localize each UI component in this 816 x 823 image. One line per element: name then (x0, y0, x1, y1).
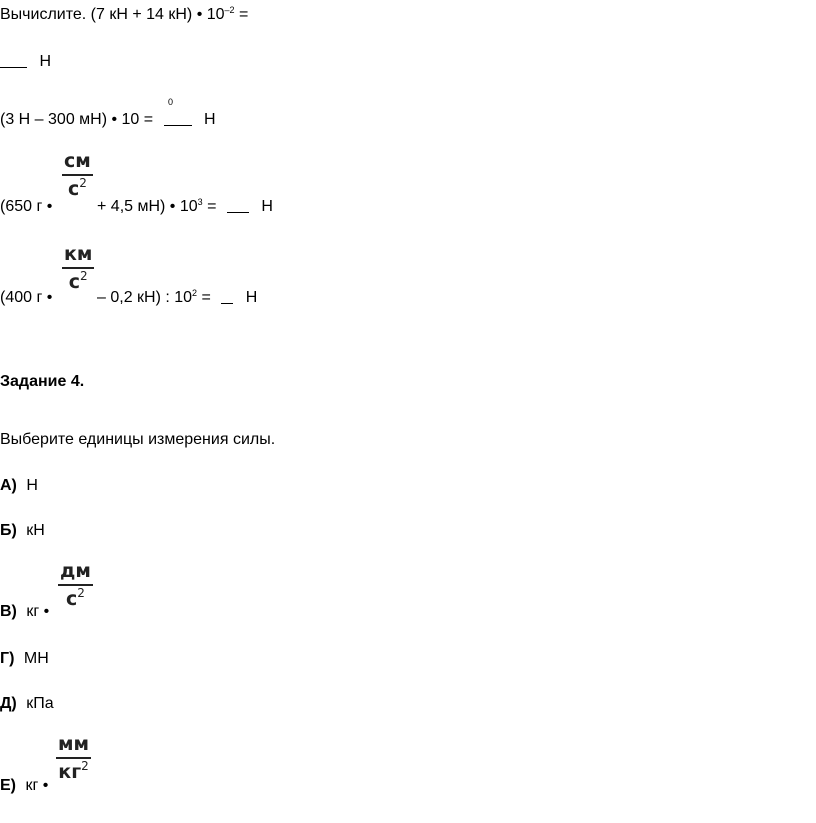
option-letter: Б) (0, 522, 17, 539)
calc-line3-equals: = (202, 198, 217, 215)
calc-line2-small-mark: 0 (168, 97, 174, 107)
option-text: МН (23, 650, 49, 667)
calc-line3-prefix: (650 г • (0, 198, 53, 215)
option-letter: А) (0, 477, 17, 494)
option-letter: Е) (0, 777, 16, 794)
task4-title: Задание 4. (0, 373, 85, 390)
calc-line2-expression: (3 Н – 300 мН) • 10 = (0, 111, 154, 128)
option-text: кг • (25, 777, 49, 794)
fraction-denominator: $с^2$ (65, 586, 85, 610)
fraction-dm-per-s2 (58, 560, 93, 610)
calc-intro-equals: = (234, 6, 249, 23)
fraction-denominator: $с^2$ (68, 269, 88, 293)
fraction-numerator: см (64, 150, 91, 172)
calc-line4-suffix: – 0,2 кН) : 10 (97, 289, 193, 306)
fraction-bar (58, 584, 93, 586)
fraction-bar (62, 174, 93, 176)
fraction-cm-per-s2 (62, 150, 93, 200)
calc-answer-line-1 (0, 52, 51, 72)
fraction-numerator: км (64, 243, 93, 265)
option-letter: В) (0, 603, 17, 620)
fraction-bar (62, 267, 94, 269)
calc-intro-line (0, 5, 248, 25)
calc-line4-prefix: (400 г • (0, 289, 53, 306)
fraction-denominator: $кг^2$ (58, 759, 89, 783)
calc-intro-exponent: –2 (224, 5, 235, 15)
answer-unit: Н (204, 111, 216, 128)
option-a[interactable] (0, 476, 38, 496)
answer-unit: Н (39, 53, 52, 70)
calc-line-4-pre (0, 288, 52, 308)
fraction-mm-per-kg2 (56, 733, 91, 783)
answer-blank[interactable] (0, 53, 27, 68)
option-text: кН (26, 522, 45, 539)
option-e[interactable] (0, 776, 48, 796)
fraction-denominator: $с^2$ (67, 176, 87, 200)
option-b[interactable] (0, 521, 45, 541)
calc-intro-text: Вычислите. (7 кН + 14 кН) • 10 (0, 6, 225, 23)
option-letter: Д) (0, 695, 17, 712)
option-letter: Г) (0, 650, 15, 667)
fraction-numerator: дм (60, 560, 91, 582)
calc-line3-suffix: + 4,5 мН) • 10 (97, 198, 198, 215)
answer-blank[interactable] (227, 198, 249, 213)
task4-question: Выберите единицы измерения силы. (0, 431, 276, 448)
option-text: кПа (26, 695, 54, 712)
calc-line-3-post (97, 197, 273, 217)
calc-line3-exponent: 3 (197, 197, 203, 207)
option-g[interactable] (0, 649, 49, 669)
answer-unit: Н (245, 289, 258, 306)
option-d[interactable] (0, 694, 54, 714)
answer-blank[interactable] (221, 289, 233, 304)
calc-line-2 (0, 110, 216, 130)
option-text: кг • (26, 603, 50, 620)
calc-line4-exponent: 2 (192, 288, 198, 298)
answer-blank[interactable] (164, 111, 192, 126)
fraction-numerator: мм (58, 733, 90, 755)
calc-line4-equals: = (197, 289, 211, 306)
calc-line-4-post (97, 288, 257, 308)
fraction-km-per-s2 (62, 243, 94, 293)
calc-line-3-pre (0, 197, 52, 217)
option-text: Н (26, 477, 38, 494)
option-v[interactable] (0, 602, 49, 622)
answer-unit: Н (261, 198, 273, 215)
